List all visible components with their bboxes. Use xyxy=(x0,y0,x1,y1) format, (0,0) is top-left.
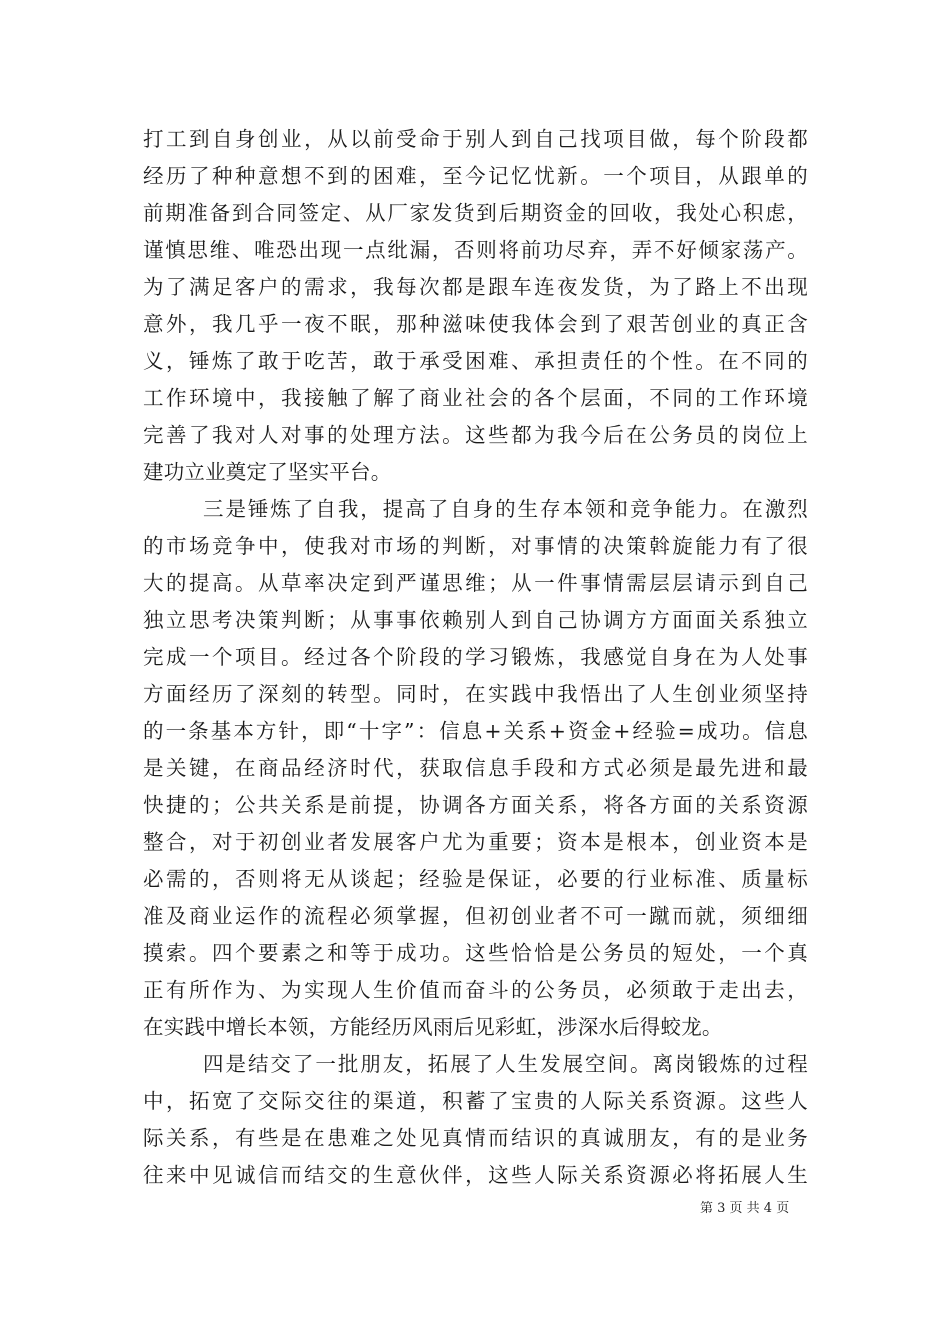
text-line: 际关系，有些是在患难之处见真情而结识的真诚朋友，有的是业务 xyxy=(143,1126,808,1150)
text-line: 三是锤炼了自我，提高了自身的生存本领和竞争能力。在激烈 xyxy=(203,497,808,521)
text-line: 中，拓宽了交际交往的渠道，积蓄了宝贵的人际关系资源。这些人 xyxy=(143,1089,808,1113)
text-line: 为了满足客户的需求，我每次都是跟车连夜发货，为了路上不出现 xyxy=(143,275,808,299)
text-line: 谨慎思维、唯恐出现一点纰漏，否则将前功尽弃，弄不好倾家荡产。 xyxy=(143,238,808,262)
text-line: 完善了我对人对事的处理方法。这些都为我今后在公务员的岗位上 xyxy=(143,423,808,447)
text-line: 四是结交了一批朋友，拓展了人生发展空间。离岗锻炼的过程 xyxy=(203,1052,808,1076)
text-line: 是关键，在商品经济时代，获取信息手段和方式必须是最先进和最 xyxy=(143,756,808,780)
body-text xyxy=(143,121,808,1194)
text-line: 前期准备到合同签定、从厂家发货到后期资金的回收，我处心积虑， xyxy=(143,201,808,225)
text-line: 的市场竞争中，使我对市场的判断，对事情的决策斡旋能力有了很 xyxy=(143,534,808,558)
text-line: 必需的，否则将无从谈起；经验是保证，必要的行业标准、质量标 xyxy=(143,867,808,891)
text-line: 准及商业运作的流程必须掌握，但初创业者不可一蹴而就，须细细 xyxy=(143,904,808,928)
text-line: 完成一个项目。经过各个阶段的学习锻炼，我感觉自身在为人处事 xyxy=(143,645,808,669)
page-number: 第 3 页 共 4 页 xyxy=(700,1201,790,1216)
text-line: 打工到自身创业，从以前受命于别人到自己找项目做，每个阶段都 xyxy=(143,127,808,151)
text-line: 意外，我几乎一夜不眠，那种滋味使我体会到了艰苦创业的真正含 xyxy=(143,312,808,336)
text-line: 往来中见诚信而结交的生意伙伴，这些人际关系资源必将拓展人生 xyxy=(143,1163,808,1187)
text-line: 快捷的；公共关系是前提，协调各方面关系，将各方面的关系资源 xyxy=(143,793,808,817)
text-line: 方面经历了深刻的转型。同时，在实践中我悟出了人生创业须坚持 xyxy=(143,682,808,706)
text-line: 经历了种种意想不到的困难，至今记忆忧新。一个项目，从跟单的 xyxy=(143,164,808,188)
text-line: 建功立业奠定了坚实平台。 xyxy=(143,460,392,484)
text-line: 工作环境中，我接触了解了商业社会的各个层面，不同的工作环境 xyxy=(143,386,808,410)
text-line: 摸索。四个要素之和等于成功。这些恰恰是公务员的短处，一个真 xyxy=(143,941,808,965)
text-line: 大的提高。从草率决定到严谨思维；从一件事情需层层请示到自己 xyxy=(143,571,808,595)
text-line: 在实践中增长本领，方能经历风雨后见彩虹，涉深水后得蛟龙。 xyxy=(143,1015,723,1039)
text-line: 独立思考决策判断；从事事依赖别人到自己协调方方面面关系独立 xyxy=(143,608,808,632)
text-line: 正有所作为、为实现人生价值而奋斗的公务员，必须敢于走出去， xyxy=(143,978,808,1002)
text-line: 义，锤炼了敢于吃苦，敢于承受困难、承担责任的个性。在不同的 xyxy=(143,349,808,373)
paragraph-2 xyxy=(143,491,808,1046)
paragraph-3 xyxy=(143,1046,808,1194)
paragraph-1 xyxy=(143,121,808,491)
text-line: 的一条基本方针，即“十字”：信息+关系+资金+经验=成功。信息 xyxy=(143,719,808,743)
text-line: 整合，对于初创业者发展客户尤为重要；资本是根本，创业资本是 xyxy=(143,830,808,854)
